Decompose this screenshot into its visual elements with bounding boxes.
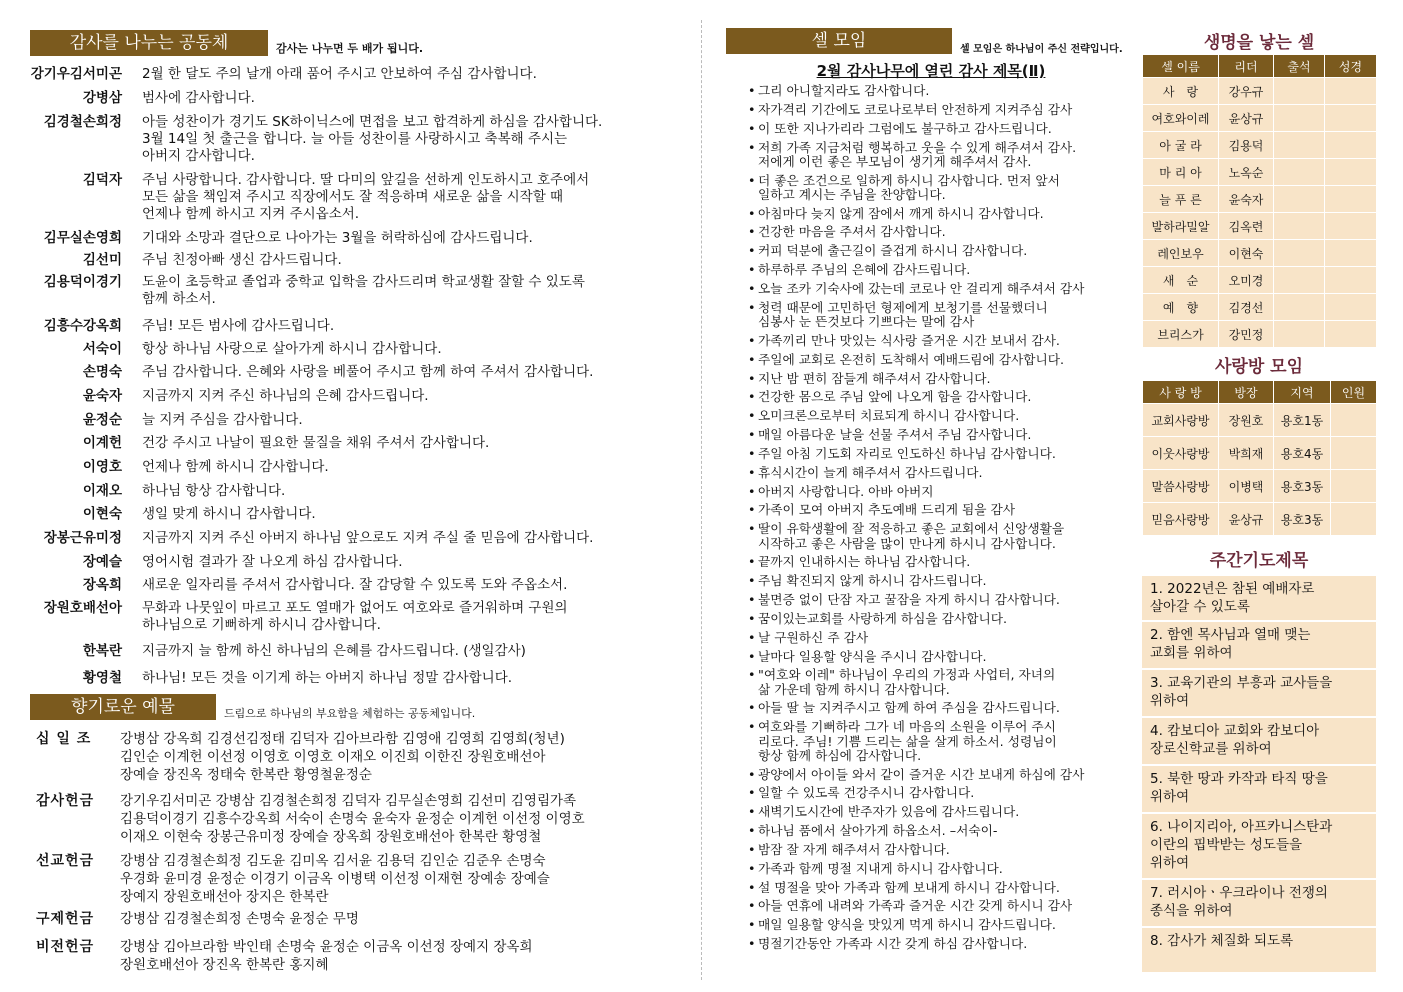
table-row (1143, 186, 1377, 213)
table-cell (1274, 213, 1325, 240)
thanks-item: • 주님 확진되지 않게 하시니 감사드립니다. (748, 574, 1132, 588)
table-cell: 강민정 (1219, 321, 1274, 348)
gratitude-name: 강기우김서미곤 (30, 66, 122, 82)
page-divider (701, 20, 702, 980)
gratitude-text: 주님! 모든 범사에 감사드립니다. (142, 318, 335, 334)
gratitude-text: 범사에 감사합니다. (142, 90, 255, 106)
prayer-item: 7. 러시아ㆍ우크라이나 전쟁의 종식을 위하여 (1142, 880, 1376, 926)
gratitude-name: 장봉근유미정 (43, 530, 122, 546)
table-cell: 윤상규 (1219, 105, 1274, 132)
thanks-item: • 가족과 함께 명절 지내게 하시니 감사합니다. (748, 862, 1132, 876)
thanks-item: • 딸이 유학생활에 잘 적응하고 좋은 교회에서 신앙생활을 시작하고 좋은 사람을 많이 만나게 하시니 감사합니다. (748, 522, 1132, 550)
thanks-item: • 명절기간동안 가족과 시간 갖게 하심 감사합니다. (748, 937, 1132, 951)
table-cell: 김옥련 (1219, 213, 1274, 240)
gratitude-name: 강병삼 (82, 90, 122, 106)
thanks-item: • 설 명절을 맞아 가족과 함께 보내게 하시니 감사합니다. (748, 881, 1132, 895)
table-cell (1325, 321, 1377, 348)
gratitude-name: 김용덕이경기 (43, 274, 122, 290)
table-header-cell: 방장 (1219, 381, 1274, 404)
offering-label: 비전헌금 (36, 939, 95, 955)
gratitude-name: 윤정순 (82, 412, 122, 428)
gratitude-text: 도윤이 초등학교 졸업과 중학교 입학을 감사드리며 학교생활 잘할 수 있도록 함께 하소서. (142, 274, 585, 307)
table-cell: 윤숙자 (1219, 186, 1274, 213)
table-cell: 새 순 (1143, 267, 1219, 294)
thanks-item: • 광양에서 아이들 와서 같이 즐거운 시간 보내게 하심에 감사 (748, 768, 1132, 782)
table-header-cell: 출석 (1274, 55, 1325, 78)
table-cell: 사 랑 (1143, 78, 1219, 105)
table-cell: 이웃사랑방 (1143, 437, 1219, 470)
gratitude-name: 김경철손희정 (43, 114, 122, 130)
gratitude-name: 이재오 (82, 483, 122, 499)
section-subtitle-offering: 드림으로 하나님의 부요함을 체험하는 공동체입니다. (224, 707, 476, 720)
gratitude-text: 하나님 항상 감사합니다. (142, 483, 286, 499)
gratitude-text: 지금까지 지켜 주신 하나님의 은혜 감사드립니다. (142, 388, 429, 404)
thanks-item: • 청력 때문에 고민하던 형제에게 보청기를 선물했더니 심봉사 눈 뜬것보다 기쁘다는 말에 감사 (748, 301, 1132, 329)
gratitude-name: 김흥수강옥희 (43, 318, 122, 334)
thanks-item: • 가족끼리 만나 맛있는 식사랑 즐거운 시간 보내서 감사. (748, 334, 1132, 348)
table-cell (1331, 503, 1377, 536)
gratitude-text: 무화과 나뭇잎이 마르고 포도 열매가 없어도 여호와로 즐거워하며 구원의 하나님으로 기뻐하게 하시니 감사합니다. (142, 600, 568, 633)
thanks-item: • 저희 가족 지금처럼 행복하고 웃을 수 있게 해주셔서 감사. 저에게 이런 좋은 부모님이 생기게 해주셔서 감사. (748, 141, 1132, 169)
table-cell (1325, 132, 1377, 159)
thanks-item: • 매일 아름다운 날을 선물 주셔서 주님 감사합니다. (748, 428, 1132, 442)
gratitude-name: 김선미 (82, 252, 122, 268)
offering-label: 구제헌금 (36, 911, 95, 927)
table-cell: 용호1동 (1274, 404, 1331, 437)
table-row (1143, 213, 1377, 240)
cell-table (1142, 54, 1377, 348)
section-header-cell: 셀 모임 (726, 28, 952, 54)
room-table-title: 사랑방 모임 (1214, 357, 1304, 377)
gratitude-text: 항상 하나님 사랑으로 살아가게 하시니 감사합니다. (142, 341, 442, 357)
table-cell: 장원호 (1219, 404, 1274, 437)
thanks-item: • 아들 연휴에 내려와 가족과 즐거운 시간 갖게 하시니 감사 (748, 899, 1132, 913)
table-cell (1274, 159, 1325, 186)
thanks-tree-list (748, 84, 1132, 956)
cell-table-title: 생명을 낳는 셀 (1203, 33, 1315, 53)
thanks-item: • 주일 아침 기도회 자리로 인도하신 하나님 감사합니다. (748, 447, 1132, 461)
gratitude-name: 황영철 (82, 670, 122, 686)
table-cell: 용호3동 (1274, 503, 1331, 536)
table-header-cell: 사 랑 방 (1143, 381, 1219, 404)
table-row (1143, 294, 1377, 321)
table-cell (1331, 437, 1377, 470)
table-cell: 김경선 (1219, 294, 1274, 321)
table-cell (1325, 105, 1377, 132)
table-cell: 강우규 (1219, 78, 1274, 105)
gratitude-name: 이영호 (82, 459, 122, 475)
table-row (1143, 159, 1377, 186)
room-table (1142, 380, 1377, 536)
section-subtitle-gratitude: 감사는 나누면 두 배가 됩니다. (276, 42, 424, 55)
gratitude-text: 지금까지 지켜 주신 아버지 하나님 앞으로도 지켜 주실 줄 믿음에 감사합니다. (142, 530, 594, 546)
thanks-item: • 더 좋은 조건으로 일하게 하시니 감사합니다. 먼저 앞서 일하고 계시는 주님을 찬양합니다. (748, 174, 1132, 202)
prayer-item: 6. 나이지리아, 아프카니스탄과 이란의 핍박받는 성도들을 위하여 (1142, 814, 1376, 878)
table-cell (1274, 240, 1325, 267)
table-row (1143, 240, 1377, 267)
gratitude-name: 이계헌 (82, 435, 122, 451)
table-cell (1331, 404, 1377, 437)
gratitude-text: 영어시험 결과가 잘 나오게 하심 감사합니다. (142, 554, 403, 570)
table-cell: 용호4동 (1274, 437, 1331, 470)
table-cell (1325, 159, 1377, 186)
table-cell: 용호3동 (1274, 470, 1331, 503)
table-cell: 아 굴 라 (1143, 132, 1219, 159)
thanks-item: • 날마다 일용할 양식을 주시니 감사합니다. (748, 650, 1132, 664)
table-cell (1331, 470, 1377, 503)
thanks-item: • 자가격리 기간에도 코로나로부터 안전하게 지켜주심 감사 (748, 103, 1132, 117)
table-cell (1325, 240, 1377, 267)
thanks-item: • 휴식시간이 늘게 해주셔서 감사드립니다. (748, 466, 1132, 480)
gratitude-text: 기대와 소망과 결단으로 나아가는 3월을 허락하심에 감사드립니다. (142, 230, 533, 246)
thanks-item: • 그리 아니할지라도 감사합니다. (748, 84, 1132, 98)
offering-names: 강병삼 김경철손희정 김도윤 김미옥 김서윤 김용덕 김인순 김준우 손명숙 우경화 윤미경 윤정순 이경기 이금옥 이병택 이선정 이재현 장예송 장예슬 장예지 장원호배선아 장지은 한복란 (120, 853, 550, 905)
thanks-item: • 하루하루 주님의 은혜에 감사드립니다. (748, 263, 1132, 277)
gratitude-name: 윤숙자 (82, 388, 122, 404)
table-cell (1274, 105, 1325, 132)
thanks-item: • 오미크론으로부터 치료되게 하시니 감사합니다. (748, 409, 1132, 423)
offering-names: 강병삼 강옥희 김경선김정태 김덕자 김아브라함 김영애 김영희 김영희(청년) 김인순 이계헌 이선정 이영호 이영호 이재오 이진희 이한진 장원호배선아 장예슬 장진옥 정태숙 한복란 황영철윤정순 (120, 731, 565, 783)
table-row (1143, 470, 1377, 503)
table-cell: 김용덕 (1219, 132, 1274, 159)
table-cell: 발하라밀알 (1143, 213, 1219, 240)
table-cell: 마 리 아 (1143, 159, 1219, 186)
table-cell (1325, 294, 1377, 321)
table-cell (1274, 267, 1325, 294)
table-cell (1325, 213, 1377, 240)
table-cell: 박희재 (1219, 437, 1274, 470)
table-header-cell: 성경 (1325, 55, 1377, 78)
thanks-item: • 일할 수 있도록 건강주시니 감사합니다. (748, 786, 1132, 800)
thanks-item: • 이 또한 지나가리라 그럼에도 불구하고 감사드립니다. (748, 122, 1132, 136)
table-cell: 레인보우 (1143, 240, 1219, 267)
offering-label: 십 일 조 (36, 731, 92, 747)
gratitude-text: 하나님! 모든 것을 이기게 하는 아버지 하나님 정말 감사합니다. (142, 670, 513, 686)
table-cell: 여호와이레 (1143, 105, 1219, 132)
table-row (1143, 321, 1377, 348)
thanks-item: • 지난 밤 편히 잠들게 해주셔서 감사합니다. (748, 372, 1132, 386)
prayer-item: 1. 2022년은 참된 예배자로 살아갈 수 있도록 (1142, 576, 1376, 620)
offering-label: 감사헌금 (36, 793, 95, 809)
prayer-title: 주간기도제목 (1209, 551, 1309, 571)
table-cell: 말씀사랑방 (1143, 470, 1219, 503)
table-cell (1325, 78, 1377, 105)
thanks-item: • "여호와 이레" 하나님이 우리의 가정과 사업터, 자녀의 삶 가운데 함께 하시니 감사합니다. (748, 668, 1132, 696)
thanks-item: • 건강한 몸으로 주님 앞에 나오게 함을 감사합니다. (748, 390, 1132, 404)
thanks-item: • 가족이 모여 아버지 추도예배 드리게 됨을 감사 (748, 503, 1132, 517)
table-cell: 늘 푸 른 (1143, 186, 1219, 213)
thanks-item: • 밤잠 잘 자게 해주셔서 감사합니다. (748, 843, 1132, 857)
thanks-tree-title: 2월 감사나무에 열린 감사 제목(Ⅱ) (816, 62, 1046, 80)
table-cell: 브리스가 (1143, 321, 1219, 348)
gratitude-text: 주님 사랑합니다. 감사합니다. 딸 다미의 앞길을 선하게 인도하시고 호주에서 모든 삶을 책임져 주시고 직장에서도 잘 적응하며 새로운 삶을 시작할 때 언제나 함께 하시고 지켜 주시옵소서. (142, 172, 590, 222)
offering-label: 선교헌금 (36, 853, 95, 869)
thanks-item: • 날 구원하신 주 감사 (748, 631, 1132, 645)
gratitude-text: 언제나 함께 하시니 감사합니다. (142, 459, 329, 475)
gratitude-name: 손명숙 (82, 364, 122, 380)
table-cell: 노옥순 (1219, 159, 1274, 186)
table-row (1143, 404, 1377, 437)
prayer-item: 3. 교육기관의 부흥과 교사들을 위하여 (1142, 670, 1376, 716)
gratitude-name: 김무실손영희 (43, 230, 122, 246)
offering-names: 강기우김서미곤 강병삼 김경철손희정 김덕자 김무실손영희 김선미 김영림가족 김용덕이경기 김흥수강옥희 서숙이 손명숙 윤숙자 윤정순 이계헌 이선정 이영호 이재오 이현숙 장봉근유미정 장예슬 장옥희 장원호배선아 한복란 황영철 (120, 793, 585, 845)
offering-names: 강병삼 김경철손희정 손명숙 윤정순 무명 (120, 911, 359, 927)
table-cell: 예 향 (1143, 294, 1219, 321)
gratitude-name: 한복란 (82, 643, 122, 659)
thanks-item: • 오늘 조카 기숙사에 갔는데 코로나 안 걸리게 해주셔서 감사 (748, 282, 1132, 296)
section-header-offering: 향기로운 예물 (30, 694, 216, 720)
thanks-item: • 여호와를 기뻐하라 그가 네 마음의 소원을 이루어 주시 리로다. 주님! 기쁨 드리는 삶을 살게 하소서. 성령님이 항상 함께 하심에 감사합니다. (748, 720, 1132, 763)
table-cell (1325, 186, 1377, 213)
gratitude-name: 장원호배선아 (43, 600, 122, 616)
table-header-cell: 셀 이름 (1143, 55, 1219, 78)
table-row (1143, 78, 1377, 105)
prayer-item: 5. 북한 땅과 카작과 타직 땅을 위하여 (1142, 766, 1376, 812)
table-cell: 오미경 (1219, 267, 1274, 294)
gratitude-name: 장예슬 (82, 554, 122, 570)
table-row (1143, 132, 1377, 159)
gratitude-name: 이현숙 (82, 506, 122, 522)
table-cell: 윤상규 (1219, 503, 1274, 536)
section-header-gratitude: 감사를 나누는 공동체 (30, 30, 268, 56)
table-header-cell: 리더 (1219, 55, 1274, 78)
thanks-item: • 건강한 마음을 주셔서 감사합니다. (748, 225, 1132, 239)
prayer-item: 2. 함엔 목사님과 열매 맺는 교회를 위하여 (1142, 622, 1376, 668)
table-row (1143, 105, 1377, 132)
prayer-item: 8. 감사가 체질화 되도록 (1142, 928, 1376, 972)
prayer-item: 4. 캄보디아 교회와 캄보디아 장로신학교를 위하여 (1142, 718, 1376, 764)
table-cell (1274, 78, 1325, 105)
thanks-item: • 꿈이있는교회를 사랑하게 하심을 감사합니다. (748, 612, 1132, 626)
thanks-item: • 매일 일용할 양식을 맛있게 먹게 하시니 감사드립니다. (748, 918, 1132, 932)
gratitude-text: 건강 주시고 나날이 필요한 물질을 채워 주셔서 감사합니다. (142, 435, 490, 451)
table-cell (1274, 294, 1325, 321)
thanks-item: • 주일에 교회로 온전히 도착해서 예배드림에 감사합니다. (748, 353, 1132, 367)
section-subtitle-cell: 셀 모임은 하나님이 주신 전략입니다. (960, 44, 1123, 55)
table-cell: 믿음사랑방 (1143, 503, 1219, 536)
offering-names: 강병삼 김아브라함 박인태 손명숙 윤정순 이금옥 이선정 장예지 장옥희 장원호배선아 장진옥 한복란 홍지혜 (120, 939, 533, 973)
table-cell (1274, 186, 1325, 213)
gratitude-text: 주님 감사합니다. 은혜와 사랑을 베풀어 주시고 함께 하여 주셔서 감사합니다. (142, 364, 594, 380)
gratitude-name: 장옥희 (82, 577, 122, 593)
gratitude-text: 주님 친정아빠 생신 감사드립니다. (142, 252, 342, 268)
gratitude-text: 새로운 일자리를 주셔서 감사합니다. 잘 감당할 수 있도록 도와 주옵소서. (142, 577, 568, 593)
table-header-cell: 인원 (1331, 381, 1377, 404)
gratitude-text: 2월 한 달도 주의 날개 아래 품어 주시고 안보하여 주심 감사합니다. (142, 66, 537, 82)
thanks-item: • 불면증 없이 단잠 자고 꿀잠을 자게 하시니 감사합니다. (748, 593, 1132, 607)
thanks-item: • 끝까지 인내하시는 하나님 감사합니다. (748, 555, 1132, 569)
table-cell: 이현숙 (1219, 240, 1274, 267)
thanks-item: • 커피 덕분에 출근길이 즐겁게 하시니 감사합니다. (748, 244, 1132, 258)
table-cell (1274, 321, 1325, 348)
table-cell: 교회사랑방 (1143, 404, 1219, 437)
gratitude-name: 김덕자 (82, 172, 122, 188)
gratitude-name: 서숙이 (82, 341, 122, 357)
gratitude-text: 생일 맞게 하시니 감사합니다. (142, 506, 316, 522)
gratitude-text: 아들 성찬이가 경기도 SK하이닉스에 면접을 보고 합격하게 하심을 감사합니다. 3월 14일 첫 출근을 합니다. 늘 아들 성찬이를 사랑하시고 축복해 주시는 아버지 감사합니다. (142, 114, 603, 164)
table-cell: 이병택 (1219, 470, 1274, 503)
gratitude-text: 지금까지 늘 함께 하신 하나님의 은혜를 감사드립니다. (생일감사) (142, 643, 526, 659)
gratitude-text: 늘 지켜 주심을 감사합니다. (142, 412, 303, 428)
thanks-item: • 아들 딸 늘 지켜주시고 함께 하여 주심을 감사드립니다. (748, 701, 1132, 715)
table-row (1143, 437, 1377, 470)
table-cell (1274, 132, 1325, 159)
thanks-item: • 아침마다 늦지 않게 잠에서 깨게 하시니 감사합니다. (748, 207, 1132, 221)
table-cell (1325, 267, 1377, 294)
thanks-item: • 새벽기도시간에 반주자가 있음에 감사드립니다. (748, 805, 1132, 819)
thanks-item: • 하나님 품에서 살아가게 하옵소서. –서숙이- (748, 824, 1132, 838)
table-row (1143, 503, 1377, 536)
table-header-cell: 지역 (1274, 381, 1331, 404)
thanks-item: • 아버지 사랑합니다. 아바 아버지 (748, 485, 1132, 499)
table-row (1143, 267, 1377, 294)
